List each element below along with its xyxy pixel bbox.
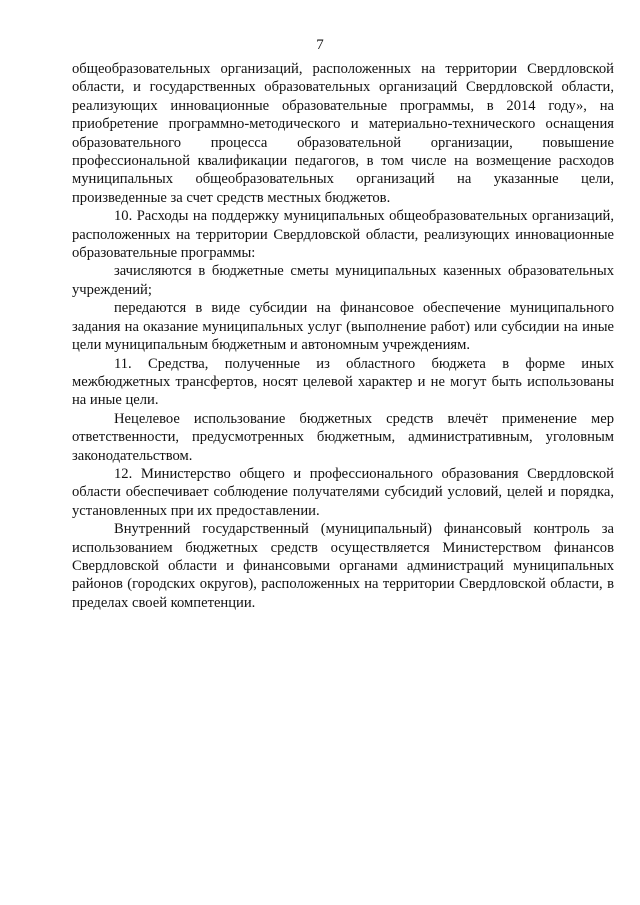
paragraph-item-11: 11. Средства, полученные из областного бюджета в форме иных межбюджетных трансфертов, носят целевой характер и не могут быть использованы на иные цели. <box>72 355 614 409</box>
paragraph-continuation: общеобразовательных организаций, расположенных на территории Свердловской области, и государственных образовательных организаций Свердловской области, реализующих инновационные образовательные программы, в 2014 году», на приобретение программно-методического и материально-технического оснащения образовательного процесса образовательной организации, повышение профессиональной квалификации педагогов, в том числе на возмещение расходов муниципальных общеобразовательных организаций на указанные цели, произведенные за счет средств местных бюджетов. <box>72 61 614 206</box>
document-body <box>72 60 614 612</box>
paragraph-item-10-sub-2: передаются в виде субсидии на финансовое обеспечение муниципального задания на оказание муниципальных услуг (выполнение работ) или субсидии на иные цели муниципальным бюджетным и автономным учреждениям. <box>72 300 614 354</box>
paragraph-item-12-note: Внутренний государственный (муниципальный) финансовый контроль за использованием бюджетных средств осуществляется Министерством финансов Свердловской области и финансовыми органами администраций муниципальных районов (городских округов), расположенных на территории Свердловской области, в пределах своей компетенции. <box>72 521 614 611</box>
paragraph-item-12: 12. Министерство общего и профессионального образования Свердловской области обеспечивает соблюдение получателями субсидий условий, целей и порядка, установленных при их предоставлении. <box>72 465 614 519</box>
paragraph-item-10: 10. Расходы на поддержку муниципальных общеобразовательных организаций, расположенных на территории Свердловской области, реализующих инновационные образовательные программы: <box>72 208 614 262</box>
paragraph-item-11-note: Нецелевое использование бюджетных средств влечёт применение мер ответственности, предусмотренных бюджетным, административным, уголовным законодательством. <box>72 410 614 464</box>
paragraph-item-10-sub-1: зачисляются в бюджетные сметы муниципальных казенных образовательных учреждений; <box>72 263 614 298</box>
page-number: 7 <box>316 37 324 53</box>
